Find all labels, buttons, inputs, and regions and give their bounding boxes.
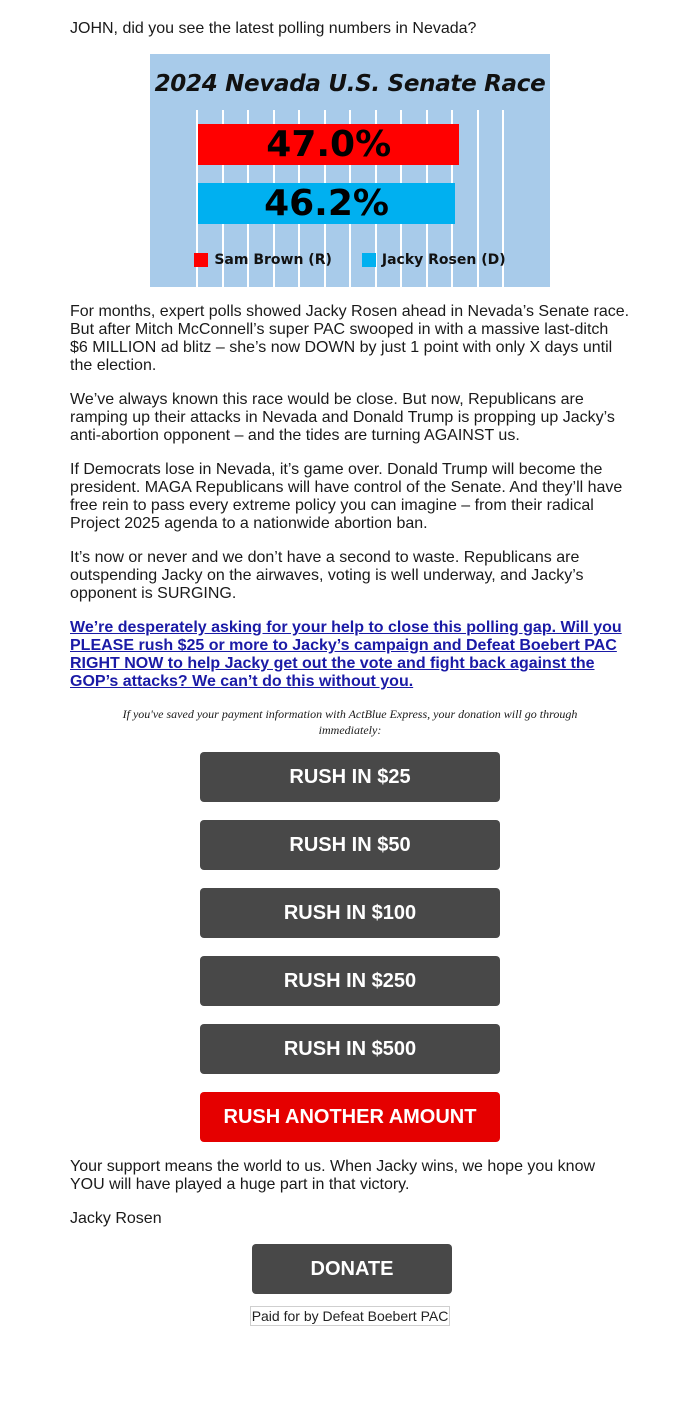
greeting: JOHN, did you see the latest polling numbers in Nevada?: [70, 20, 477, 37]
legend-label: Sam Brown (R): [214, 252, 332, 268]
legend-item-sam-brown: [194, 252, 332, 268]
chart-title: 2024 Nevada U.S. Senate Race: [154, 71, 546, 97]
paragraph-1: For months, expert polls showed Jacky Rosen ahead in Nevada’s Senate race. But after Mitch McConnell’s super PAC swooped in with a massive last-ditch $6 MILLION ad blitz – she’s now DOWN by just 1 point with only X days until the election.: [70, 303, 630, 374]
rush-another-amount-button[interactable]: RUSH ANOTHER AMOUNT: [200, 1092, 500, 1142]
paid-for-disclaimer: Paid for by Defeat Boebert PAC: [251, 1308, 449, 1324]
signature: Jacky Rosen: [70, 1210, 162, 1227]
donate-cta-link[interactable]: We’re desperately asking for your help to close this polling gap. Will you PLEASE rush $25 or more to Jacky’s campaign and Defeat Boebert PAC RIGHT NOW to help Jacky get out the vote and fight back against the GOP’s attacks? We can’t do this without you.: [70, 619, 622, 690]
donate-button[interactable]: DONATE: [252, 1244, 452, 1294]
legend-label: Jacky Rosen (D): [381, 252, 506, 268]
closing-paragraph: Your support means the world to us. When Jacky wins, we hope you know YOU will have played a huge part in that victory.: [70, 1158, 596, 1193]
actblue-express-note: If you've saved your payment information with ActBlue Express, your donation will go through immediately:: [122, 707, 578, 737]
chart-bar-sam-brown: [198, 124, 459, 165]
paragraph-4: It’s now or never and we don’t have a second to waste. Republicans are outspending Jacky on the airwaves, voting is well underway, and Jacky’s opponent is SURGING.: [70, 549, 584, 602]
legend-item-jacky-rosen: [362, 252, 506, 268]
chart-legend: [150, 252, 550, 268]
rush-250-button[interactable]: RUSH IN $250: [200, 956, 500, 1006]
paragraph-2: We’ve always known this race would be close. But now, Republicans are ramping up their attacks in Nevada and Donald Trump is propping up Jacky’s anti-abortion opponent – and the tides are turning AGAINST us.: [70, 391, 615, 444]
chart-bar-label: 46.2%: [264, 183, 389, 224]
paragraph-3: If Democrats lose in Nevada, it’s game over. Donald Trump will become the president. MAGA Republicans will have control of the Senate. And they’ll have free rein to pass every extreme policy you can imagine – from their radical Project 2025 agenda to a nationwide abortion ban.: [70, 461, 623, 532]
legend-swatch-blue: [362, 253, 376, 267]
poll-chart: [150, 54, 550, 287]
chart-bar-label: 47.0%: [266, 124, 392, 165]
rush-25-button[interactable]: RUSH IN $25: [200, 752, 500, 802]
rush-100-button[interactable]: RUSH IN $100: [200, 888, 500, 938]
legend-swatch-red: [194, 253, 208, 267]
chart-bar-jacky-rosen: [198, 183, 455, 224]
rush-50-button[interactable]: RUSH IN $50: [200, 820, 500, 870]
rush-500-button[interactable]: RUSH IN $500: [200, 1024, 500, 1074]
